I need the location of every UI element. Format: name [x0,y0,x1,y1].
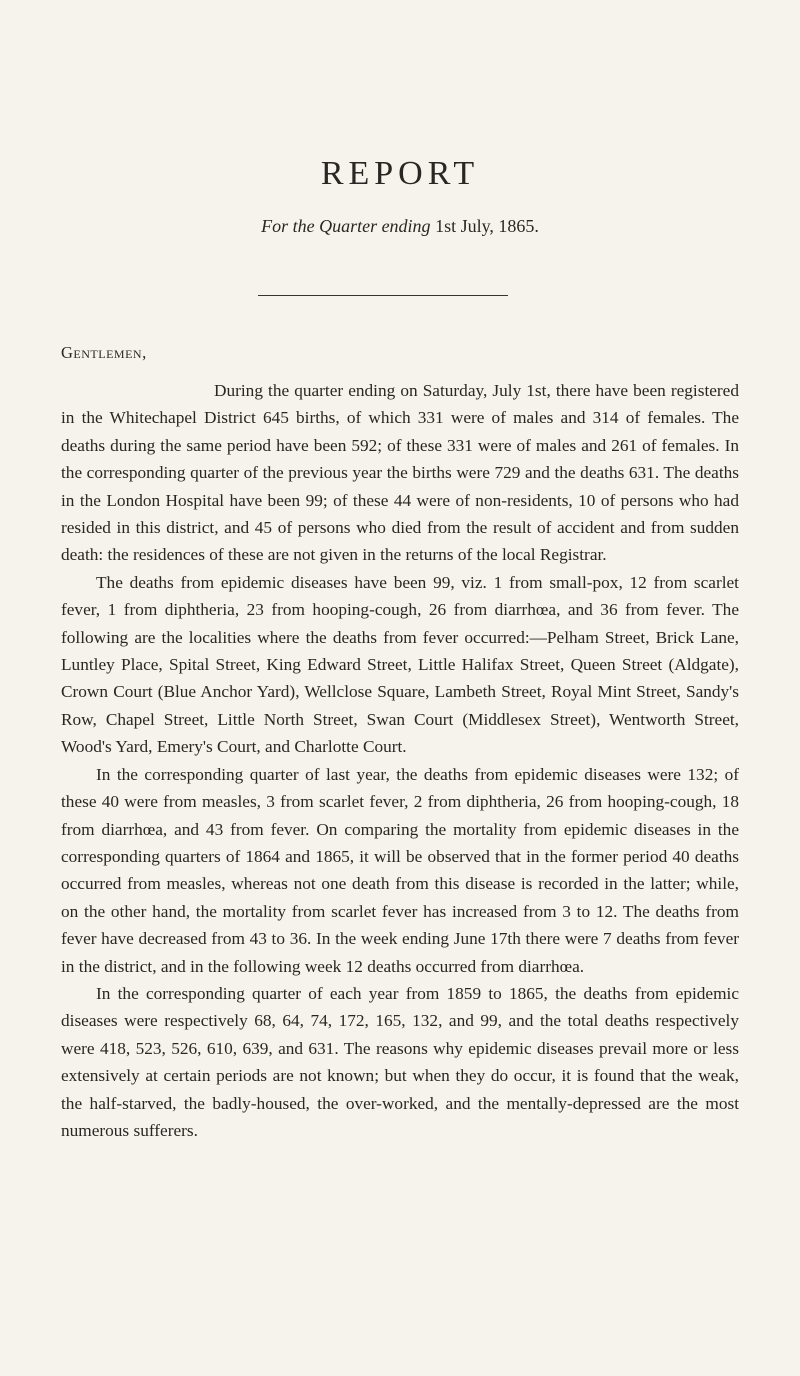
salutation: Gentlemen, [61,343,147,362]
report-body [61,377,739,1144]
subtitle-quarter-text: For the Quarter ending [261,216,431,236]
report-title: REPORT [320,155,480,192]
subtitle-date: 1st July, 1865. [435,216,539,236]
paragraph-comparison: In the corresponding quarter of last year, the deaths from epidemic diseases were 132; of these 40 were from measles, 3 from scarlet fever, 2 from diphtheria, 26 from hooping-cough, 18 from diarrhœa, and 43 from fever. On comparing the mortality from epidemic diseases in the corresponding quarters of 1864 and 1865, it will be observed that in the former period 40 deaths occurred from measles, whereas not one death from this disease is recorded in the latter; while, on the other hand, the mortality from scarlet fever has increased from 3 to 12. The deaths from fever have decreased from 43 to 36. In the week ending June 17th there were 7 deaths from fever in the district, and in the following week 12 deaths occurred from diarrhœa. [61,764,739,976]
title-divider [258,295,508,296]
paragraph-yearly-summary: In the corresponding quarter of each year from 1859 to 1865, the deaths from epidemic diseases were respectively 68, 64, 74, 172, 165, 132, and 99, and the total deaths respectively were 418, 523, 526, 610, 639, and 631. The reasons why epidemic diseases prevail more or less extensively at certain periods are not known; but when they do occur, it is found that the weak, the half-starved, the badly-housed, the over-worked, and the mentally-depressed are the most numerous sufferers. [61,983,739,1140]
paragraph-epidemic-deaths: The deaths from epidemic diseases have been 99, viz. 1 from small-pox, 12 from scarlet fever, 1 from diphtheria, 23 from hooping-cough, 26 from diarrhœa, and 36 from fever. The following are the localities where the deaths from fever occurred:—Pelham Street, Brick Lane, Luntley Place, Spital Street, King Edward Street, Little Halifax Street, Queen Street (Aldgate), Crown Court (Blue Anchor Yard), Wellclose Square, Lambeth Street, Royal Mint Street, Sandy's Row, Chapel Street, Little North Street, Swan Court (Middlesex Street), Wentworth Street, Wood's Yard, Emery's Court, and Charlotte Court. [61,572,739,757]
report-subtitle [0,216,800,237]
paragraph-births-deaths: During the quarter ending on Saturday, July 1st, there have been registered in the Whitechapel District 645 births, of which 331 were of males and 314 of females. The deaths during the same period have been 592; of these 331 were of males and 261 of females. In the corresponding quarter of the previous year the births were 729 and the deaths 631. The deaths in the London Hospital have been 99; of these 44 were of non-residents, 10 of persons who had resided in this district, and 45 of persons who died from the result of accident and from sudden death: the residences of these are not given in the returns of the local Registrar. [61,381,739,565]
